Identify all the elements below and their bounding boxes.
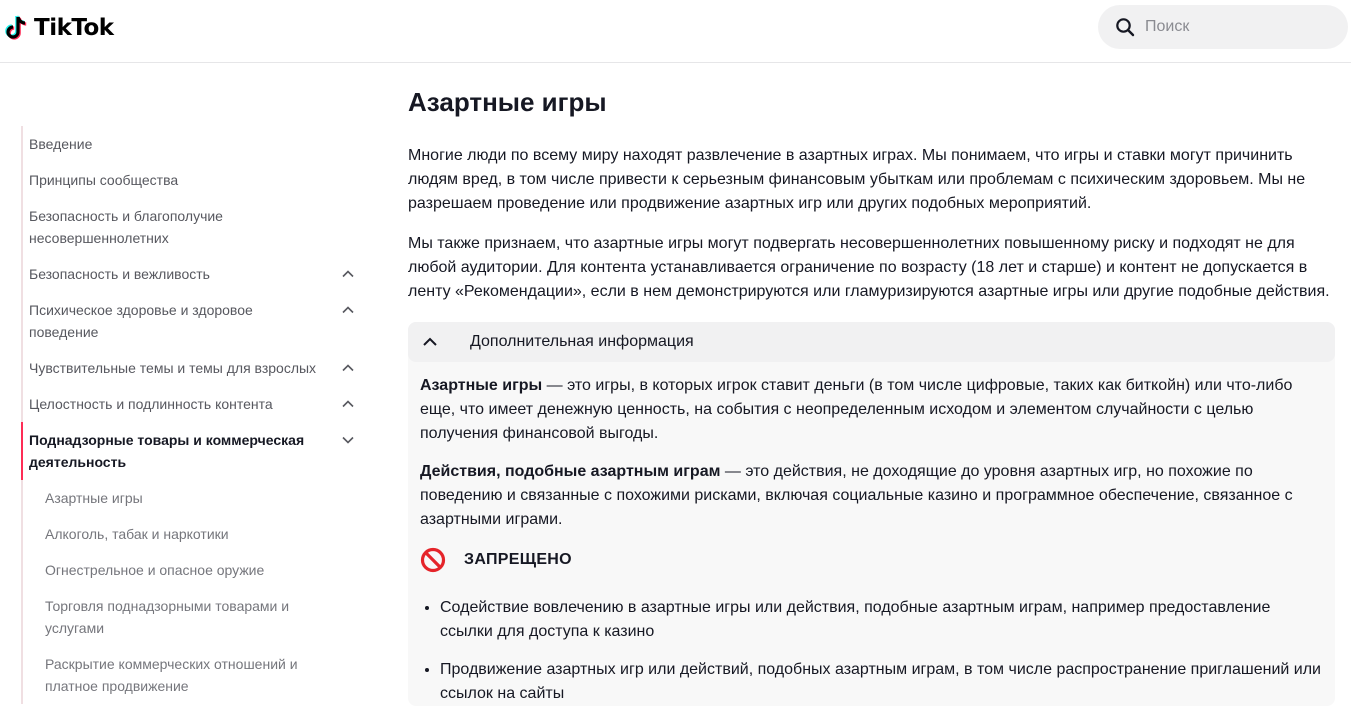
sidebar-item-label: Введение bbox=[29, 136, 93, 152]
sidebar-item-label: Безопасность и благополучие несовершеннолетних bbox=[29, 208, 223, 246]
more-info-accordion bbox=[408, 322, 1335, 706]
definition-text: — это действия, не доходящие до уровня азартных игр, но похожие по поведению и связанные с похожими рисками, включая социальные казино и программное обеспечение, связанное с азартными играми. bbox=[420, 463, 1293, 528]
sidebar-item-regulated-goods[interactable] bbox=[23, 422, 363, 480]
tiktok-logo[interactable] bbox=[4, 12, 114, 44]
forbidden-rules-list bbox=[420, 596, 1323, 706]
sidebar-subitem-alcohol-tobacco-drugs[interactable] bbox=[23, 516, 363, 552]
chevron-up-icon[interactable] bbox=[341, 267, 355, 281]
definition-term: Азартные игры bbox=[420, 377, 543, 394]
top-header bbox=[0, 0, 1351, 63]
page-title: Азартные игры bbox=[408, 87, 607, 117]
gambling-like-definition bbox=[420, 460, 1323, 532]
prohibited-icon bbox=[420, 547, 446, 573]
sidebar-item-mental-health[interactable] bbox=[23, 292, 363, 350]
forbidden-label: ЗАПРЕЩЕНО bbox=[464, 551, 572, 568]
sidebar-item-label: Чувствительные темы и темы для взрослых bbox=[29, 360, 317, 376]
sidebar-subitem-label: Торговля поднадзорными товарами и услугами bbox=[45, 598, 290, 636]
sidebar-subitem-gambling[interactable] bbox=[23, 480, 363, 516]
definition-term: Действия, подобные азартным играм bbox=[420, 463, 721, 480]
sidebar-item-label: Целостность и подлинность контента bbox=[29, 396, 273, 412]
sidebar-subitem-regulated-trade[interactable] bbox=[23, 588, 363, 646]
search-input[interactable] bbox=[1143, 17, 1337, 37]
chevron-down-icon[interactable] bbox=[341, 433, 355, 447]
search-icon bbox=[1115, 17, 1135, 37]
sidebar-item-youth-safety[interactable] bbox=[23, 198, 363, 256]
age-restriction-paragraph: Мы также признаем, что азартные игры могут подвергать несовершеннолетних повышенному риску и подходят не для любой аудитории. Для контента устанавливается ограничение по возрасту (18 лет и старше) и контент не допускается в ленту «Рекомендации», если в нем демонстрируются или гламуризируются азартные игры или другие подобные действия. bbox=[408, 235, 1330, 300]
sidebar-subitem-label: Огнестрельное и опасное оружие bbox=[45, 562, 265, 578]
search-box[interactable] bbox=[1098, 5, 1348, 49]
chevron-up-icon[interactable] bbox=[341, 361, 355, 375]
logo-text: TikTok bbox=[34, 15, 114, 41]
sidebar-item-label: Поднадзорные товары и коммерческая деятельность bbox=[29, 432, 305, 470]
list-item: • Содействие вовлечению в азартные игры или действия, подобные азартным играм, например предоставление ссылки для доступа к казино bbox=[440, 596, 1323, 644]
sidebar-item-community-principles[interactable] bbox=[23, 162, 363, 198]
accordion-title: Дополнительная информация bbox=[470, 333, 694, 350]
sidebar-item-label: Психическое здоровье и здоровое поведение bbox=[29, 302, 253, 340]
forbidden-heading bbox=[420, 546, 1323, 574]
sidebar-subitem-label: Азартные игры bbox=[45, 490, 143, 506]
intro-paragraph: Многие люди по всему миру находят развлечение в азартных играх. Мы понимаем, что игры и ставки могут причинить людям вред, в том числе привести к серьезным финансовым убыткам или проблемам с психическим здоровьем. Мы не разрешаем проведение или продвижение азартных игр или других подобных мероприятий. bbox=[408, 147, 1306, 212]
accordion-body bbox=[408, 362, 1335, 706]
sidebar-item-integrity[interactable] bbox=[23, 386, 363, 422]
tiktok-note-icon bbox=[4, 14, 30, 42]
gambling-definition bbox=[420, 374, 1323, 446]
accordion-header[interactable] bbox=[408, 322, 1335, 362]
sidebar-item-safety-civility[interactable] bbox=[23, 256, 363, 292]
sidebar-item-sensitive-topics[interactable] bbox=[23, 350, 363, 386]
sidebar-subitem-commercial-disclosure[interactable] bbox=[23, 646, 363, 704]
sidebar-item-label: Принципы сообщества bbox=[29, 172, 179, 188]
chevron-up-icon[interactable] bbox=[341, 397, 355, 411]
sidebar-subitem-label: Алкоголь, табак и наркотики bbox=[45, 526, 229, 542]
definition-text: — это игры, в которых игрок ставит деньги (в том числе цифровые, таких как биткойн) или что-либо еще, что имеет денежную ценность, на события с неопределенным исходом и элементом случайности с целью получения финансовой выгоды. bbox=[420, 377, 1293, 442]
sidebar-subitem-label: Раскрытие коммерческих отношений и платное продвижение bbox=[45, 656, 298, 694]
sidebar-nav bbox=[21, 126, 363, 704]
chevron-up-icon bbox=[422, 334, 438, 350]
chevron-up-icon[interactable] bbox=[341, 303, 355, 317]
sidebar-item-intro[interactable] bbox=[23, 126, 363, 162]
list-item: • Продвижение азартных игр или действий, подобных азартным играм, в том числе распространение приглашений или ссылок на сайты bbox=[440, 658, 1323, 706]
sidebar-item-label: Безопасность и вежливость bbox=[29, 266, 210, 282]
sidebar-subitem-weapons[interactable] bbox=[23, 552, 363, 588]
main-content bbox=[408, 84, 1335, 720]
